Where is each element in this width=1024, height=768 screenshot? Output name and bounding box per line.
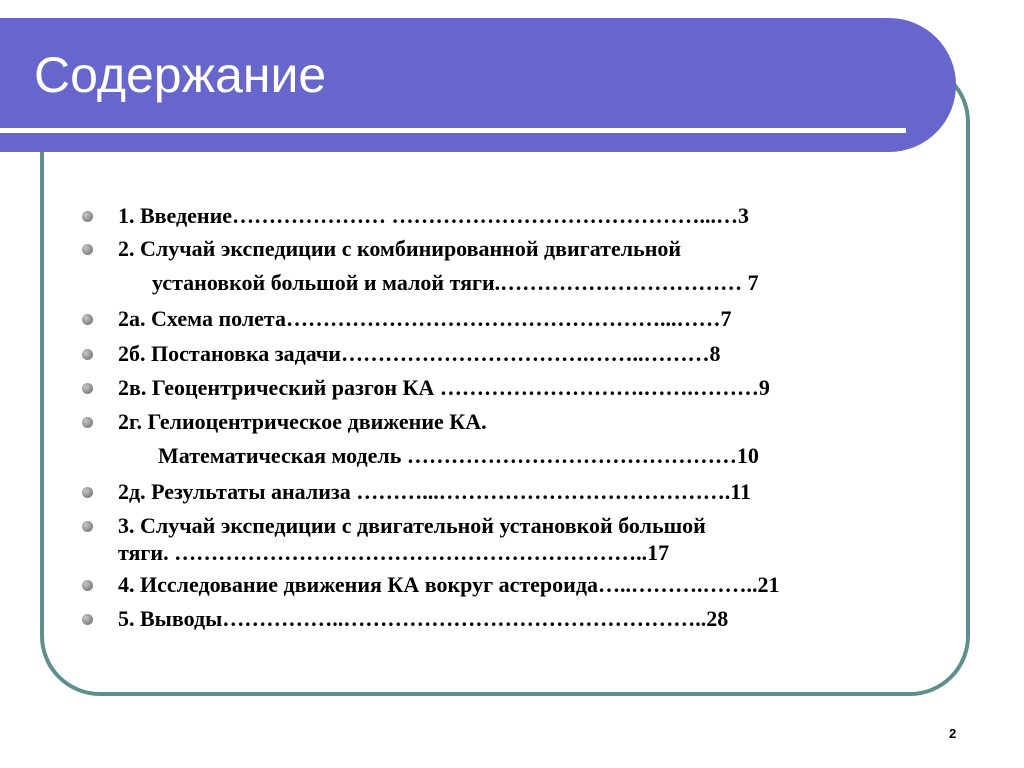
toc-line: 2д. Результаты анализа ………...………………………………….11 [118, 479, 752, 504]
toc-line: 2б. Постановка задачи…………………………….……..………8 [118, 341, 721, 366]
toc-line-continuation: тяги. ………………………………………………………..17 [118, 540, 670, 565]
toc-line: 1. Введение………………… ……………………………………...…3 [118, 203, 750, 228]
bullet-icon [82, 314, 93, 325]
slide-title: Содержание [34, 47, 327, 103]
toc-line-continuation: Математическая модель ………………………………………10 [158, 443, 759, 468]
toc-line: 3. Случай экспедиции с двигательной установкой большой [118, 513, 706, 538]
toc-line: 4. Исследование движения КА вокруг астероида…..……….……..21 [118, 572, 780, 597]
toc-line: 2. Случай экспедиции с комбинированной двигательной [118, 236, 682, 261]
page-number: 2 [949, 726, 957, 741]
bullet-icon [82, 349, 93, 360]
bullet-icon [82, 580, 93, 591]
toc-line: 2в. Геоцентрический разгон КА ……………………….…….………9 [118, 375, 770, 400]
bullet-icon [82, 211, 93, 222]
bullet-icon [82, 244, 93, 255]
bullet-icon [82, 417, 93, 428]
bullet-icon [82, 383, 93, 394]
toc-line-continuation: установкой большой и малой тяги.…………………………… 7 [152, 270, 759, 295]
toc-line: 2г. Гелиоцентрическое движение КА. [118, 409, 487, 434]
toc-line: 5. Выводы……………..…………………………………………..28 [118, 606, 729, 631]
bullet-icon [82, 614, 93, 625]
bullet-icon [82, 521, 93, 532]
toc-line: 2а. Схема полета……………………………………………...……7 [118, 306, 732, 331]
bullet-icon [82, 487, 93, 498]
